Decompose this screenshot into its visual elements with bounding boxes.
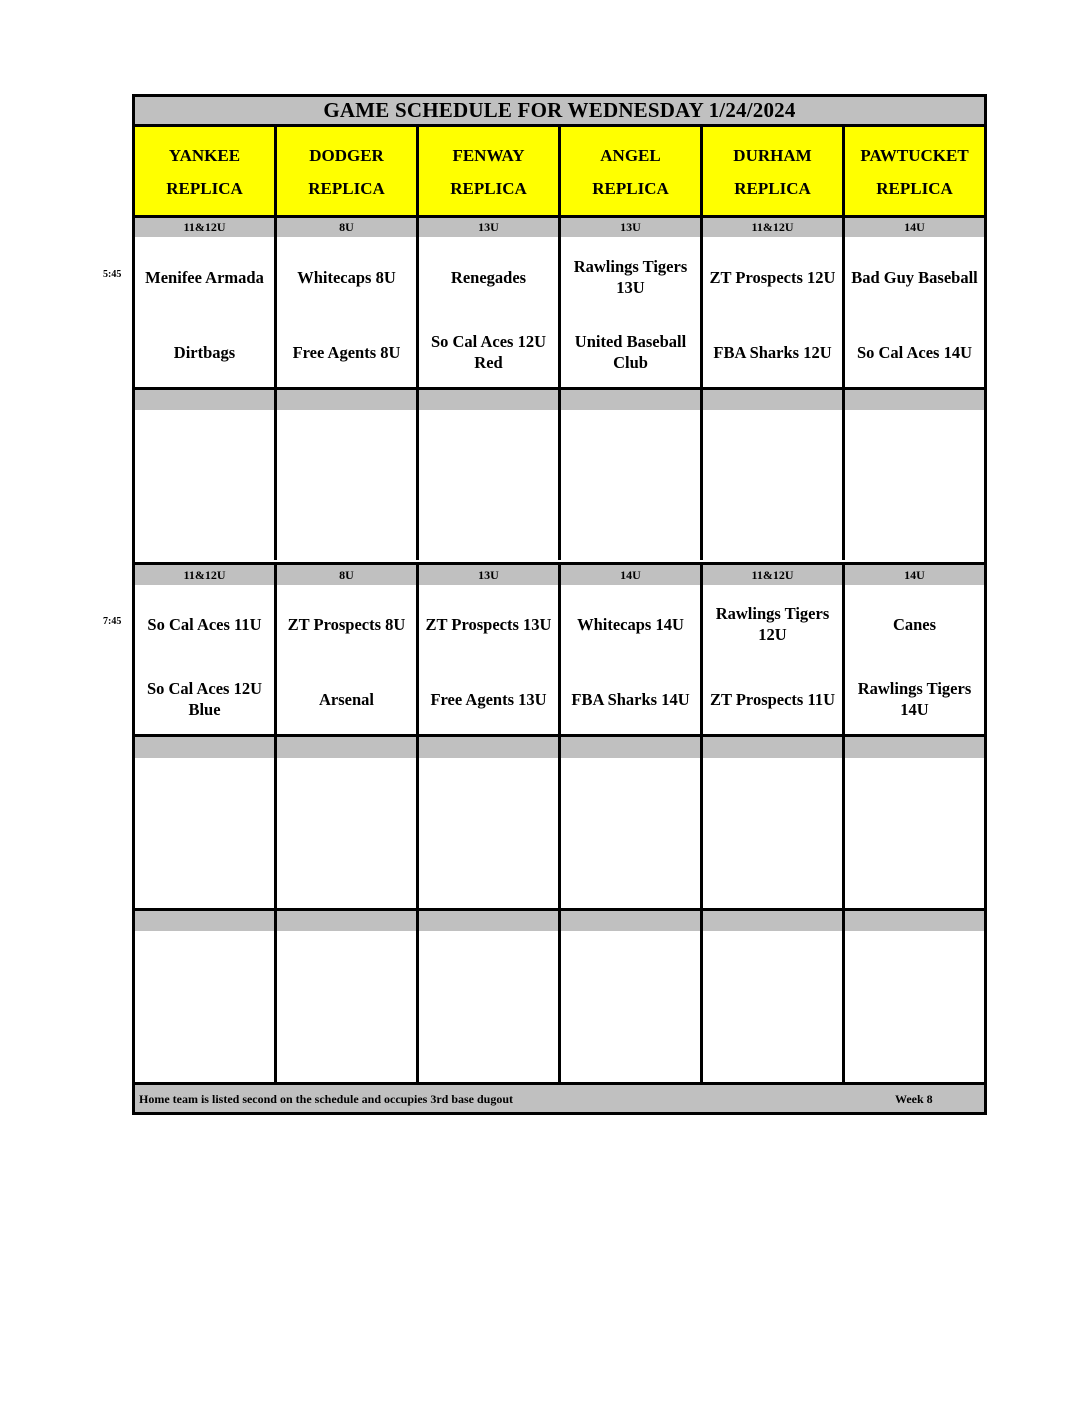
game-cell bbox=[135, 410, 277, 560]
division-label: 11&12U bbox=[135, 218, 277, 237]
schedule-footer bbox=[135, 1082, 984, 1112]
game-row-slot-3 bbox=[135, 585, 984, 735]
field-header-angel: ANGEL REPLICA bbox=[561, 127, 703, 218]
division-label bbox=[135, 737, 277, 758]
division-label bbox=[845, 911, 984, 931]
game-row-slot-1 bbox=[135, 237, 984, 387]
game-cell bbox=[703, 237, 845, 387]
home-team: Arsenal bbox=[319, 689, 374, 709]
week-label: Week 8 bbox=[895, 1092, 933, 1106]
division-label bbox=[845, 737, 984, 758]
away-team: So Cal Aces 11U bbox=[147, 614, 262, 634]
game-cell bbox=[277, 237, 419, 387]
division-label bbox=[419, 390, 561, 410]
home-team: Free Agents 8U bbox=[292, 342, 401, 362]
game-cell bbox=[419, 931, 561, 1082]
home-team: Free Agents 13U bbox=[430, 689, 547, 709]
division-label: 14U bbox=[904, 567, 925, 582]
division-label: 14U bbox=[904, 220, 925, 234]
game-cell bbox=[277, 410, 419, 560]
time-label-slot-3: 7:45 bbox=[103, 616, 122, 627]
field-header-fenway: FENWAY REPLICA bbox=[419, 127, 561, 218]
home-team-note: Home team is listed second on the schedule and occupies 3rd base dugout bbox=[139, 1092, 514, 1106]
away-team: Whitecaps 14U bbox=[577, 614, 684, 634]
game-cell bbox=[277, 585, 419, 735]
division-label bbox=[419, 911, 561, 931]
schedule-title: GAME SCHEDULE FOR WEDNESDAY 1/24/2024 bbox=[135, 97, 984, 127]
game-cell bbox=[419, 758, 561, 908]
division-label bbox=[703, 737, 845, 758]
field-header-pawtucket: PAWTUCKET REPLICA bbox=[860, 146, 969, 198]
away-team: ZT Prospects 13U bbox=[425, 614, 552, 634]
time-label-slot-1: 5:45 bbox=[103, 269, 122, 280]
game-row-slot-2 bbox=[135, 410, 984, 560]
field-header-yankee: YANKEE REPLICA bbox=[135, 127, 277, 218]
game-cell bbox=[703, 758, 845, 908]
division-label bbox=[135, 390, 277, 410]
division-label bbox=[561, 911, 703, 931]
division-label bbox=[277, 737, 419, 758]
division-label bbox=[277, 390, 419, 410]
game-cell bbox=[845, 410, 984, 560]
game-cell bbox=[277, 758, 419, 908]
division-label: 11&12U bbox=[703, 218, 845, 237]
game-cell bbox=[845, 758, 984, 908]
away-team: Rawlings Tigers 12U bbox=[715, 604, 830, 644]
home-team: FBA Sharks 14U bbox=[571, 689, 690, 709]
game-row-slot-4 bbox=[135, 758, 984, 908]
game-cell bbox=[135, 931, 277, 1082]
away-team: Canes bbox=[892, 614, 937, 634]
division-label: 11&12U bbox=[135, 565, 277, 585]
division-label: 13U bbox=[419, 218, 561, 237]
game-cell bbox=[845, 237, 984, 387]
game-cell bbox=[703, 410, 845, 560]
away-team: Rawlings Tigers 13U bbox=[573, 257, 688, 297]
division-label: 13U bbox=[419, 565, 561, 585]
game-cell bbox=[277, 931, 419, 1082]
game-cell bbox=[561, 931, 703, 1082]
game-cell bbox=[561, 410, 703, 560]
division-label: 14U bbox=[561, 565, 703, 585]
away-team: Menifee Armada bbox=[145, 267, 264, 287]
field-header-durham: DURHAM REPLICA bbox=[703, 127, 845, 218]
away-team: Whitecaps 8U bbox=[297, 267, 396, 287]
game-cell bbox=[561, 237, 703, 387]
game-cell bbox=[845, 585, 984, 735]
home-team: Dirtbags bbox=[173, 342, 236, 362]
game-row-slot-5 bbox=[135, 931, 984, 1082]
division-row-slot-4 bbox=[135, 734, 984, 761]
field-header-row bbox=[135, 127, 984, 218]
division-label: 11&12U bbox=[703, 565, 845, 585]
division-label: 13U bbox=[561, 218, 703, 237]
game-cell bbox=[703, 585, 845, 735]
division-label bbox=[561, 390, 703, 410]
division-label: 8U bbox=[277, 565, 419, 585]
game-cell bbox=[419, 237, 561, 387]
game-cell bbox=[561, 585, 703, 735]
home-team: United Baseball Club bbox=[574, 332, 687, 372]
division-label bbox=[845, 390, 984, 410]
home-team: So Cal Aces 12U Red bbox=[430, 332, 547, 372]
schedule-sheet bbox=[132, 94, 987, 1115]
division-label bbox=[277, 911, 419, 931]
game-cell bbox=[703, 931, 845, 1082]
home-team: ZT Prospects 11U bbox=[710, 689, 835, 709]
division-label bbox=[135, 911, 277, 931]
division-label bbox=[703, 911, 845, 931]
game-cell bbox=[419, 410, 561, 560]
away-team: Renegades bbox=[450, 267, 527, 287]
division-label bbox=[419, 737, 561, 758]
home-team: So Cal Aces 14U bbox=[856, 342, 973, 362]
division-label: 8U bbox=[277, 218, 419, 237]
game-cell bbox=[135, 758, 277, 908]
game-cell bbox=[845, 931, 984, 1082]
away-team: Bad Guy Baseball bbox=[851, 267, 978, 287]
away-team: ZT Prospects 8U bbox=[287, 614, 406, 634]
game-cell bbox=[561, 758, 703, 908]
home-team: So Cal Aces 12U Blue bbox=[146, 679, 263, 719]
field-header-dodger: DODGER REPLICA bbox=[277, 127, 419, 218]
away-team: ZT Prospects 12U bbox=[709, 267, 836, 287]
game-cell bbox=[135, 585, 277, 735]
game-cell bbox=[419, 585, 561, 735]
division-label bbox=[703, 390, 845, 410]
home-team: Rawlings Tigers 14U bbox=[857, 679, 972, 719]
division-label bbox=[561, 737, 703, 758]
home-team: FBA Sharks 12U bbox=[713, 342, 832, 362]
game-cell bbox=[135, 237, 277, 387]
